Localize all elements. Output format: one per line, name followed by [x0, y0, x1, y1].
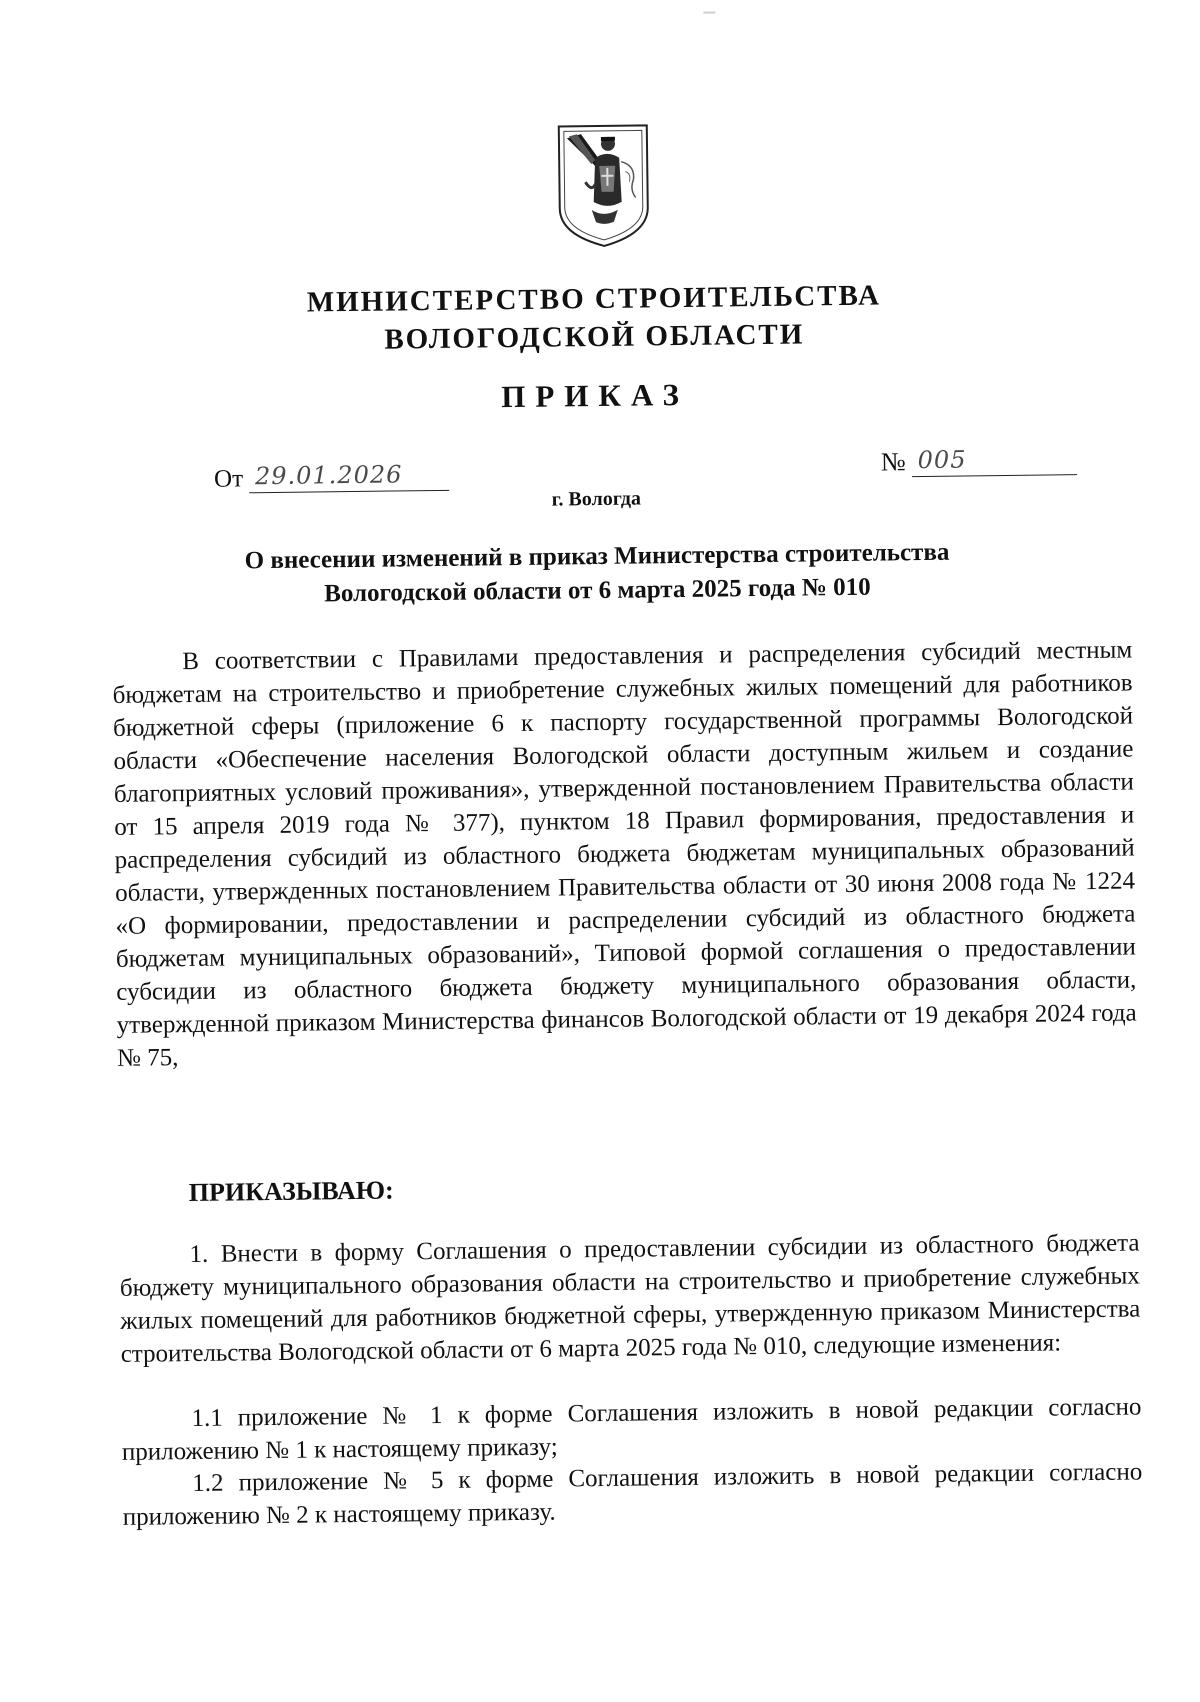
item-1-2-paragraph: 1.2 приложение № 5 к форме Соглашения изложить в новой редакции согласно приложению № 2 к настоящему приказу. [122, 1458, 1143, 1531]
ministry-line-2: ВОЛОГОДСКОЙ ОБЛАСТИ [384, 318, 805, 356]
date-prefix: От [213, 465, 244, 493]
date-field [249, 460, 449, 493]
document-type: ПРИКАЗ [501, 376, 690, 415]
ministry-line-1: МИНИСТЕРСТВО СТРОИТЕЛЬСТВА [306, 279, 882, 319]
date-value: 29.01.2026 [254, 460, 403, 491]
number-value: 005 [917, 445, 967, 475]
number-line [881, 444, 1077, 477]
city: г. Вологда [551, 487, 642, 511]
coat-of-arms-icon [555, 121, 653, 250]
preamble-paragraph: В соответствии с Правилами предоставления и распределения субсидий местным бюджетам на строительство и приобретение служебных жилых помещений для работников бюджетной сферы (приложение 6 к паспорту государственной программы Вологодской области «Обеспечение населения Вологодской области доступным жильем и создание благоприятных условий проживания», утвержденной постановлением Правительства области от 15 апреля 2019 года № 377), пунктом 18 Правил формирования, предоставления и распределения субсидий из областного бюджета бюджетам муниципальных образований области, утвержденных постановлением Правительства области от 30 июня 2008 года № 1224 «О формировании, предоставлении и распределении субсидий из областного бюджета бюджетам муниципальных образований», Типовой формой соглашения о предоставлении субсидии из областного бюджета бюджету муниципального образования области, утвержденной приказом Министерства финансов Вологодской области от 19 декабря 2024 года № 75, [112, 636, 1137, 1072]
number-prefix: № [880, 447, 906, 477]
item-1-paragraph: 1. Внести в форму Соглашения о предоставлении субсидии из областного бюджета бюджету муниципального образования области на строительство и приобретение служебных жилых помещений для работников бюджетной сферы, утвержденную приказом Министерства строительства Вологодской области от 6 марта 2025 года № 010, следующие изменения: [119, 1229, 1141, 1368]
ministry-name [0, 273, 1195, 364]
subject-line-2: Вологодской области от 6 марта 2025 года № 010 [324, 573, 871, 608]
scan-artifact [703, 12, 715, 14]
item-1-1-paragraph: 1.1 приложение № 1 к форме Соглашения изложить в новой редакции согласно приложению № 1 к настоящему приказу; [121, 1393, 1142, 1466]
date-line [214, 460, 449, 494]
decree-heading: ПРИКАЗЫВАЮ: [188, 1175, 394, 1208]
number-field [912, 444, 1077, 477]
document-subject [0, 533, 1198, 616]
subject-line-1: О внесении изменений в приказ Министерства строительства [244, 538, 950, 575]
